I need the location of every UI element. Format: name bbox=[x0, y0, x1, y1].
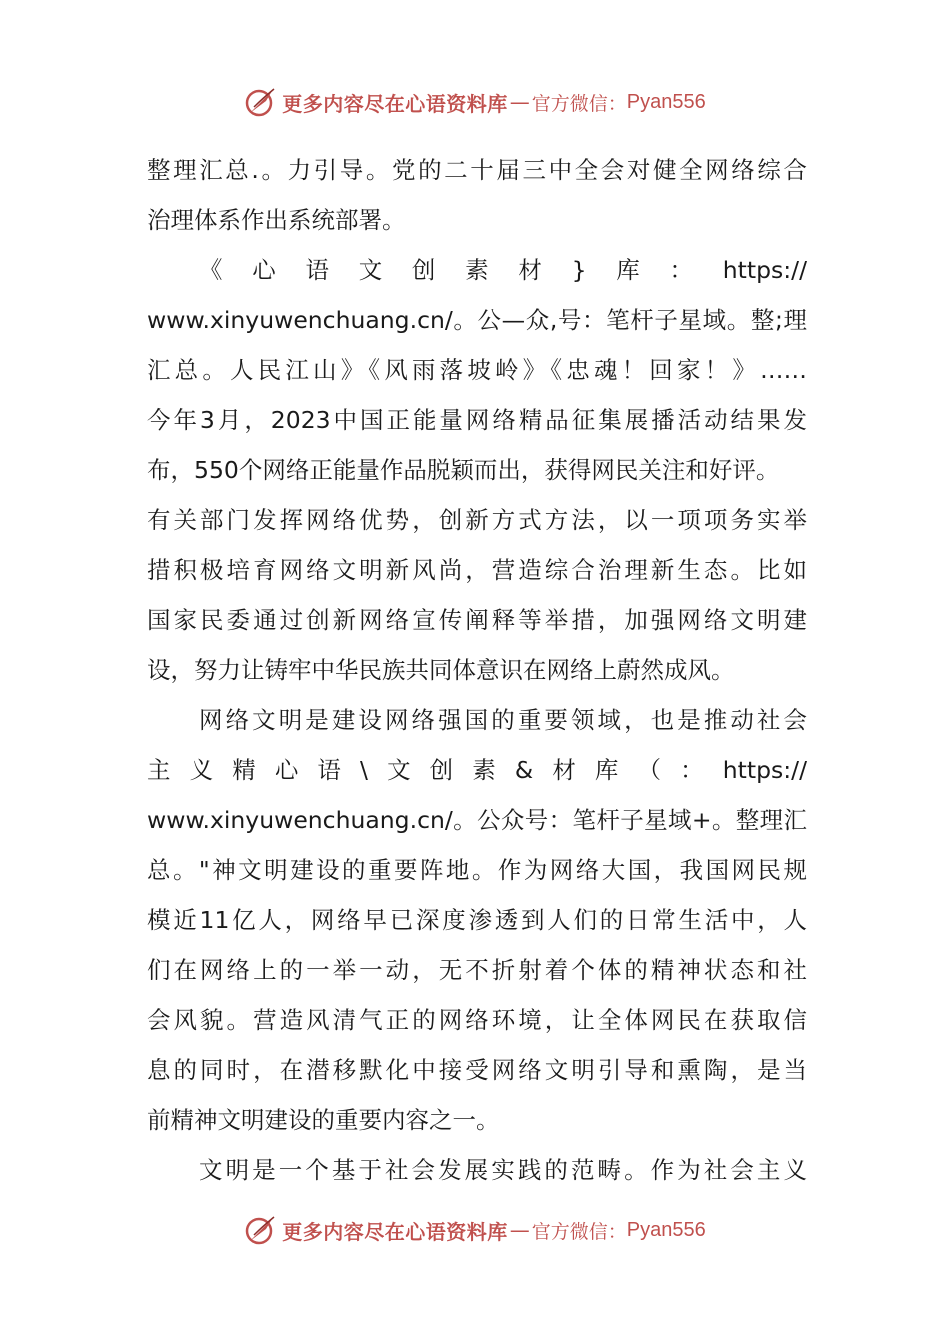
body-line: 模近11亿人，网络早已深度渗透到人们的日常生活中，人 bbox=[147, 906, 807, 934]
banner-wechat-id: Pyan556 bbox=[626, 1218, 706, 1241]
body-line: 今年3月，2023中国正能量网络精品征集展播活动结果发 bbox=[147, 406, 807, 434]
body-line: 们在网络上的一举一动，无不折射着个体的精神状态和社 bbox=[147, 956, 807, 984]
body-line: www.xinyuwenchuang.cn/。公众号：笔杆子星域+。整理汇 bbox=[147, 806, 807, 834]
body-line: 前精神文明建设的重要内容之一。 bbox=[147, 1106, 500, 1134]
body-line: 《心语文创素材}库：https:// bbox=[199, 256, 807, 284]
banner-dash: — bbox=[509, 90, 530, 114]
quill-logo-icon bbox=[244, 1213, 278, 1247]
banner-wechat-id: Pyan556 bbox=[626, 90, 706, 113]
header-banner bbox=[0, 82, 950, 122]
body-line: 息的同时，在潜移默化中接受网络文明引导和熏陶，是当 bbox=[147, 1056, 807, 1084]
banner-wechat-label: 官方微信： bbox=[531, 1220, 627, 1243]
banner-title: 更多内容尽在心语资料库 bbox=[282, 1219, 508, 1244]
body-line: 主义精心语\文创素&材库（：https:// bbox=[147, 756, 807, 784]
quill-logo-icon bbox=[244, 85, 278, 119]
body-line: 措积极培育网络文明新风尚，营造综合治理新生态。比如 bbox=[147, 556, 807, 584]
body-line: 会风貌。营造风清气正的网络环境，让全体网民在获取信 bbox=[147, 1006, 807, 1034]
banner-wechat-label: 官方微信： bbox=[531, 92, 627, 115]
body-line: 设，努力让铸牢中华民族共同体意识在网络上蔚然成风。 bbox=[147, 656, 735, 684]
body-line: 文明是一个基于社会发展实践的范畴。作为社会主义 bbox=[199, 1156, 807, 1184]
body-line: 国家民委通过创新网络宣传阐释等举措，加强网络文明建 bbox=[147, 606, 807, 634]
body-line: www.xinyuwenchuang.cn/。公—众,号：笔杆子星域。整;理 bbox=[147, 306, 807, 334]
footer-banner bbox=[0, 1210, 950, 1250]
body-line: 总。"神文明建设的重要阵地。作为网络大国，我国网民规 bbox=[147, 856, 807, 884]
document-body bbox=[147, 145, 807, 1195]
body-line: 布，550个网络正能量作品脱颖而出，获得网民关注和好评。 bbox=[147, 456, 780, 484]
body-line: 整理汇总.。力引导。党的二十届三中全会对健全网络综合 bbox=[147, 156, 807, 184]
body-line: 有关部门发挥网络优势，创新方式方法，以一项项务实举 bbox=[147, 506, 807, 534]
banner-title: 更多内容尽在心语资料库 bbox=[282, 91, 508, 116]
body-line: 治理体系作出系统部署。 bbox=[147, 206, 406, 234]
body-line: 汇总。人民江山》《风雨落坡岭》《忠魂！回家！》…… bbox=[147, 356, 807, 384]
body-line: 网络文明是建设网络强国的重要领域，也是推动社会 bbox=[199, 706, 807, 734]
banner-dash: — bbox=[509, 1218, 530, 1242]
